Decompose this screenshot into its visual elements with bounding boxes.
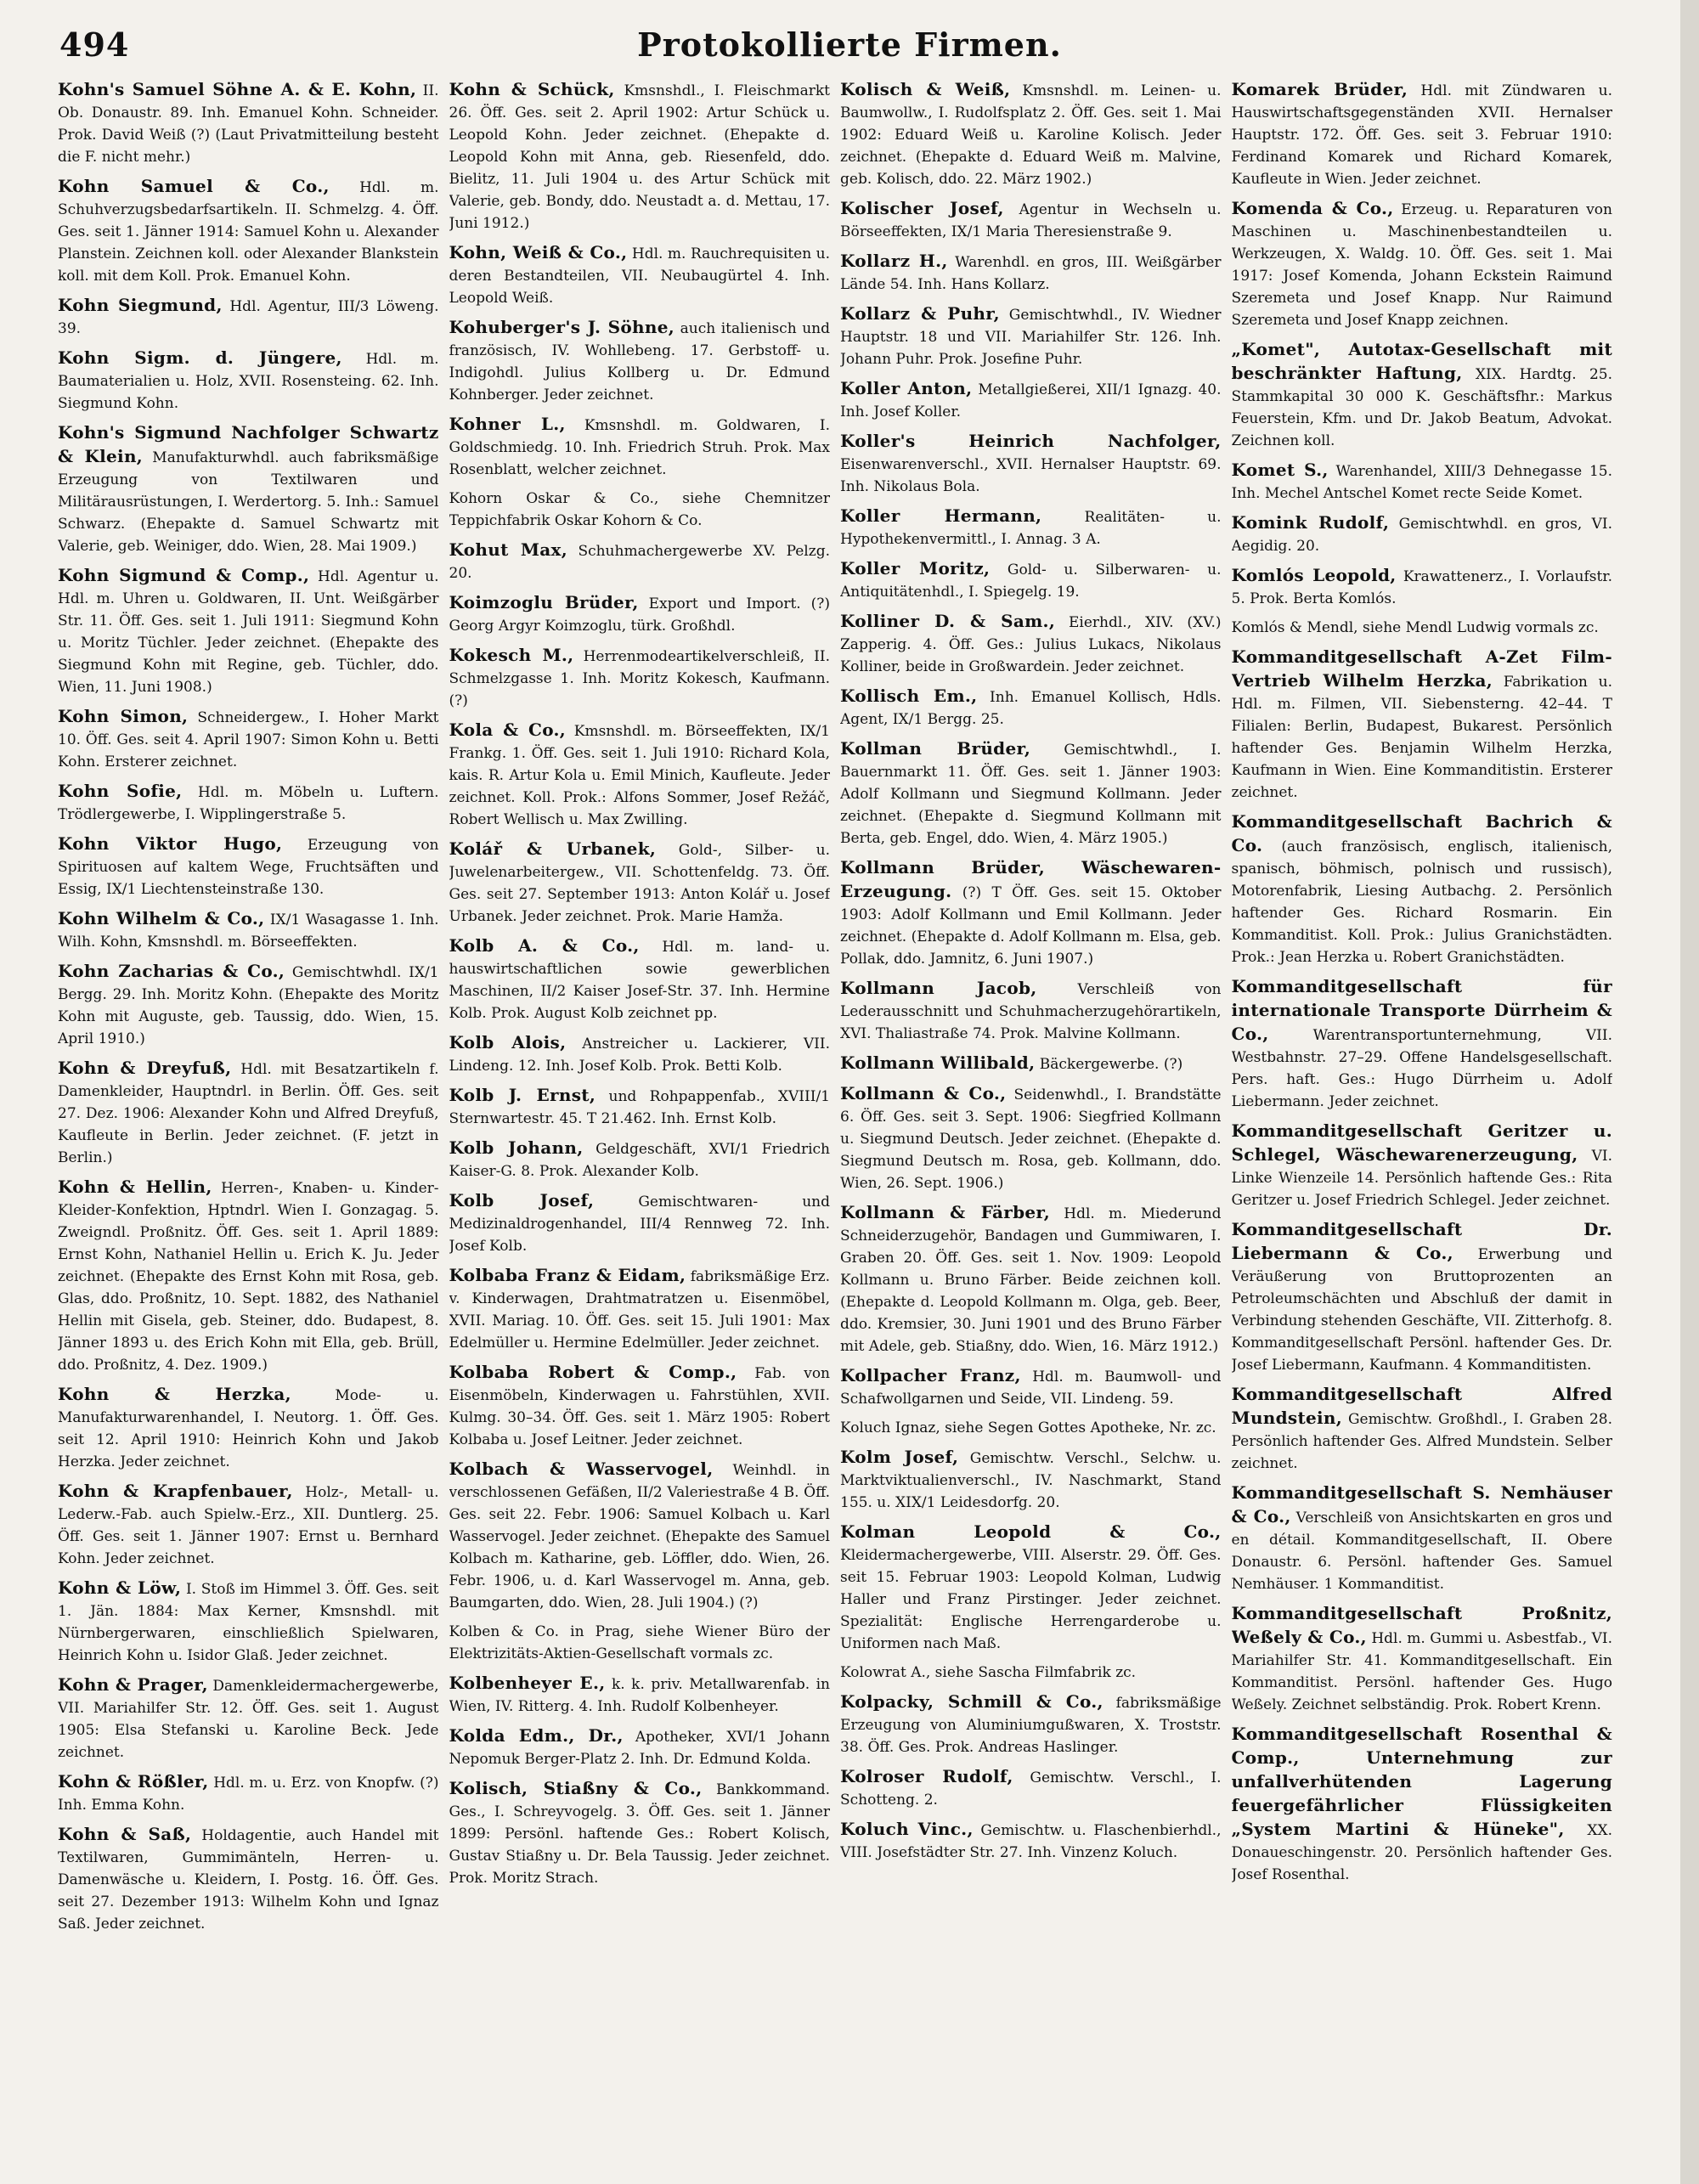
firm-entry [1232,646,1613,804]
firm-entry [1232,1723,1613,1886]
firm-details: Verschleiß von Lederausschnitt und Schuhmacherzugehörartikeln, XVI. Thaliastraße 74. Prok. Malvine Kollmann. [840,981,1222,1042]
firm-details: VI. Linke Wienzeile 14. Persönlich haftende Ges.: Rita Geritzer u. Josef Friedrich Schlegel. Jeder zeichnet. [1231,1148,1612,1209]
firm-details: Kmsnshdl. m. Leinen- u. Baumwollw., I. Rudolfsplatz 2. Öff. Ges. seit 1. Mai 1902: Eduard Weiß u. Karoline Kolisch. Jeder zeichnet. (Ehepakte d. Eduard Weiß m. Malvine, geb. Kolisch, ddo. 22. März 1902.) [840,82,1222,188]
firm-name: Kokesch M., [449,645,574,665]
firm-details: Gemischtw. Verschl., Selchw. u. Marktviktualienverschl., IV. Naschmarkt, Stand 155. u. XIX/1 Leidesdorfg. 20. [840,1450,1222,1511]
firm-details: Eierhdl., XIV. (XV.) Zapperig. 4. Öff. Ges.: Julius Lukacs, Nikolaus Kolliner, beide in Großwardein. Jeder zeichnet. [840,614,1222,675]
firm-name: Kolb A. & Co., [449,935,640,956]
firm-name: Kohn Siegmund, [58,295,223,315]
firm-name: Kolpacky, Schmill & Co., [840,1691,1104,1712]
firm-name: Kohn & Dreyfuß, [58,1058,232,1078]
firm-name: Komenda & Co., [1231,198,1394,218]
firm-name: Kohn Sigm. d. Jüngere, [58,347,342,368]
firm-entry [449,591,831,637]
firm-entry [1232,511,1613,557]
firm-entry [840,1201,1222,1357]
firm-details: Fab. von Eisenmöbeln, Kinderwagen u. Fahrstühlen, XVII. Kulmg. 30–34. Öff. Ges. seit 1. März 1905: Robert Kolbaba u. Josef Leitner. Jeder zeichnet. [449,1365,830,1448]
firm-details: Holdagentie, auch Handel mit Textilwaren, Gummimänteln, Herren- u. Damenwäsche u. Kleidern, I. Postg. 16. Öff. Ges. seit 27. Dezember 1913: Wilhelm Kohn und Ignaz Saß. Jeder zeichnet. [58,1827,439,1933]
firm-details: Inh. Emanuel Kollisch, Hdls. Agent, IX/1 Bergg. 25. [840,689,1222,728]
firm-entry [449,1137,831,1182]
firm-entry [58,1480,439,1570]
firm-entry [840,685,1222,731]
firm-details: Hdl. m. Miederund Schneiderzugehör, Bandagen und Gummiwaren, I. Graben 20. Öff. Ges. seit 1. Nov. 1909: Leopold Kollmann u. Bruno Färber. Beide zeichnen koll. (Ehepakte d. Leopold Kollmann m. Olga, geb. Beer, ddo. Kremsier, 30. Juni 1901 und des Bruno Färber mit Adele, geb. Stiaßny, ddo. Wien, 16. März 1912.) [840,1205,1222,1355]
firm-details: fabriksmäßige Erzeugung von Aluminiumgußwaren, X. Troststr. 38. Öff. Ges. Prok. Andreas Haslinger. [840,1695,1222,1756]
firm-name: Kollpacher Franz, [840,1365,1021,1385]
firm-entry [58,1383,439,1473]
firm-entry [449,934,831,1024]
firm-details: Warenhdl. en gros, III. Weißgärber Lände 54. Inh. Hans Kollarz. [840,254,1222,293]
firm-name: Komarek Brüder, [1231,79,1408,99]
firm-name: Kolliner D. & Sam., [840,611,1056,631]
firm-details: Warenhandel, XIII/3 Dehnegasse 15. Inh. Mechel Antschel Komet recte Seide Komet. [1231,463,1612,502]
firm-entry [449,1031,831,1077]
firm-entry [840,1417,1222,1439]
firm-details: Gold- u. Silberwaren- u. Antiquitätenhdl., I. Spiegelg. 19. [840,562,1222,601]
firm-details: Hdl. m. Baumwoll- und Schafwollgarnen und Seide, VII. Lindeng. 59. [840,1369,1222,1408]
firm-entry [449,1084,831,1130]
firm-details: Erzeug. u. Reparaturen von Maschinen u. Maschinenbestandteilen u. Werkzeugen, X. Waldg. 10. Öff. Ges. seit 1. Mai 1917: Josef Komenda, Johann Eckstein Raimund Szeremeta und Josef Knapp. Nur Raimund Szeremeta und Josef Knapp zeichnen. [1231,201,1612,329]
firm-name: Kolm Josef, [840,1447,959,1467]
firm-entry [840,505,1222,550]
firm-entry [1232,617,1613,639]
firm-name: Kommanditgesellschaft Dr. Liebermann & Co., [1231,1219,1612,1263]
firm-details: Hdl. m. Rauchrequisiten u. deren Bestandteilen, VII. Neubaugürtel 4. Inh. Leopold Weiß. [449,245,830,307]
firm-details: XIX. Hardtg. 25. Stammkapital 30 000 K. Geschäftsfhr.: Markus Feuerstein, Kfm. und Dr. Jakob Beatum, Advokat. Zeichnen koll. [1231,366,1612,449]
firm-name: Kohn Samuel & Co., [58,176,330,196]
firm-name: Kollmann Jacob, [840,978,1037,998]
firm-name: Kohn Sigmund & Comp., [58,565,310,585]
firm-entry [840,1082,1222,1194]
firm-details: Bäckergewerbe. (?) [1039,1056,1183,1073]
firm-name: „Komet", Autotax-Gesellschaft mit beschränkter Haftung, [1231,339,1612,383]
firm-details: Kohorn Oskar & Co., siehe Chemnitzer Teppichfabrik Oskar Kohorn & Co. [449,490,830,529]
firm-entry [58,564,439,698]
firm-entry [840,250,1222,296]
firm-entry [1232,1602,1613,1716]
firm-entry [58,1057,439,1169]
firm-entry [1232,78,1613,190]
firm-entry [1232,1218,1613,1376]
firm-details: Gemischtwhdl. en gros, VI. Aegidig. 20. [1231,516,1612,555]
firm-details: Apotheker, XVI/1 Johann Nepomuk Berger-Platz 2. Inh. Dr. Edmund Kolda. [449,1729,830,1768]
firm-details: Damenkleidermachergewerbe, VII. Mariahilfer Str. 12. Öff. Ges. seit 1. August 1905: Elsa Stefanski u. Karoline Beck. Jede zeichnet. [58,1678,439,1761]
firm-details: Herrenmodeartikelverschleiß, II. Schmelzgasse 1. Inh. Moritz Kokesch, Kaufmann. (?) [449,648,830,709]
firm-details: II. Ob. Donaustr. 89. Inh. Emanuel Kohn. Schneider. Prok. David Weiß (?) (Laut Privatmitteilung besteht die F. nicht mehr.) [58,82,439,166]
firm-entry [840,557,1222,603]
firm-details: Hdl. Agentur, III/3 Löweng. 39. [58,298,439,337]
firm-name: Koller Moritz, [840,558,991,578]
firm-name: Kolroser Rudolf, [840,1766,1013,1786]
firm-entry [449,488,831,532]
firm-entry [449,838,831,928]
firm-name: Koluch Vinc., [840,1819,974,1839]
firm-details: Realitäten- u. Hypothekenvermittl., I. Annag. 3 A. [840,509,1222,548]
firm-entry [840,302,1222,370]
firm-details: Herren-, Knaben- u. Kinder-Kleider-Konfektion, Hptndrl. Wien I. Gonzagag. 5. Zweigndl. Proßnitz. Öff. Ges. seit 1. April 1889: Ernst Kohn, Nathaniel Hellin u. Erich K. Ju. Jeder zeichnet. (Ehepakte des Ernst Kohn mit Rosa, geb. Glas, ddo. Proßnitz, 10. Sept. 1882, des Nathaniel Hellin mit Gisela, geb. Steiner, ddo. Budapest, 8. Jänner 1893 u. des Erich Kohn mit Ella, geb. Brüll, ddo. Proßnitz, 4. Dez. 1909.) [58,1180,439,1374]
firm-details: Eisenwarenverschl., XVII. Hernalser Hauptstr. 69. Inh. Nikolaus Bola. [840,456,1222,495]
firm-name: Kolischer Josef, [840,198,1004,218]
firm-entry [449,1724,831,1770]
firm-details: Gemischtw. Großhdl., I. Graben 28. Persönlich haftender Ges. Alfred Mundstein. Selber zeichnet. [1231,1411,1612,1472]
column-3 [840,78,1222,2155]
firm-name: Kollarz H., [840,251,948,271]
firm-name: Kohner L., [449,414,566,434]
firm-entry [449,1777,831,1889]
firm-entry [840,1052,1222,1075]
firm-details: Gemischtwaren- und Medizinaldrogenhandel, III/4 Rennweg 72. Inh. Josef Kolb. [449,1194,830,1255]
firm-entry [840,737,1222,849]
firm-name: Kolman Leopold & Co., [840,1521,1222,1542]
firm-name: Koller Anton, [840,378,973,398]
firm-name: Kommanditgesellschaft Geritzer u. Schlegel, Wäschewarenerzeugung, [1231,1120,1612,1165]
firm-entry [1232,1120,1613,1211]
firm-details: Schuhmachergewerbe XV. Pelzg. 20. [449,543,830,582]
firm-entry [449,78,831,234]
firm-entry [840,197,1222,243]
firm-details: (?) T Öff. Ges. seit 15. Oktober 1903: Adolf Kollmann und Emil Kollmann. Jeder zeichnet. (Ehepakte d. Adolf Kollmann m. Elsa, geb. Pollak, ddo. Jamnitz, 6. Juni 1907.) [840,884,1222,968]
firm-entry [449,413,831,481]
firm-entry [840,430,1222,498]
firm-entry [58,705,439,773]
firm-name: Kollarz & Puhr, [840,303,1000,324]
firm-details: Bankkommand. Ges., I. Schreyvogelg. 3. Öff. Ges. seit 1. Jänner 1899: Persönl. haftende Ges.: Robert Kolisch, Gustav Stiaßny u. Dr. Bela Taussig. Jeder zeichnet. Prok. Moritz Strach. [449,1781,830,1887]
firm-name: Kommanditgesellschaft S. Nemhäuser & Co., [1231,1482,1612,1527]
firm-details: Hdl. mit Besatzartikeln f. Damenkleider, Hauptndrl. in Berlin. Öff. Ges. seit 27. Dez. 1906: Alexander Kohn und Alfred Dreyfuß, Kaufleute in Berlin. Jeder zeichnet. (F. jetzt in Berlin.) [58,1061,439,1166]
firm-entry [58,960,439,1050]
page-number: 494 [59,25,130,64]
firm-entry [58,1577,439,1667]
firm-name: Kohn, Weiß & Co., [449,242,628,262]
firm-entry [840,1662,1222,1684]
firm-details: Hdl. Agentur u. Hdl. m. Uhren u. Goldwaren, II. Unt. Weißgärber Str. 11. Öff. Ges. seit 1. Juli 1911: Siegmund Kohn u. Moritz Tüchler. Jeder zeichnet. (Ehepakte des Siegmund Kohn mit Regine, geb. Tüchler, ddo. Wien, 11. Juni 1908.) [58,568,439,696]
firm-entry [1232,810,1613,968]
firm-details: Kleidermachergewerbe, VIII. Alserstr. 29. Öff. Ges. seit 15. Februar 1903: Leopold Kolman, Ludwig Haller und Franz Pirstinger. Jeder zeichnet. Spezialität: Englische Herrengarderobe u. Uniformen nach Maß. [840,1547,1222,1652]
firm-entry [449,316,831,406]
firm-entry [449,539,831,584]
firm-entry [58,421,439,557]
firm-name: Kohn Viktor Hugo, [58,833,283,854]
page-edge [1680,0,1699,2184]
firm-entry [1232,338,1613,452]
firm-name: Kollman Brüder, [840,738,1031,759]
firm-entry [1232,1383,1613,1475]
firm-details: I. Stoß im Himmel 3. Öff. Ges. seit 1. Jän. 1884: Max Kerner, Kmsnshdl. mit Nürnbergerwaren, einschließlich Spielwaren, Heinrich Kohn u. Isidor Glaß. Jeder zeichnet. [58,1581,439,1664]
firm-details: Kmsnshdl. m. Börseeffekten, IX/1 Frankg. 1. Öff. Ges. seit 1. Juli 1910: Richard Kola, kais. R. Artur Kola u. Emil Minich, Kaufleute. Jeder zeichnet. Koll. Prok.: Alfons Sommer, Josef Režáč, Robert Wellisch u. Max Zwilling. [449,723,830,828]
firm-entry [840,78,1222,190]
firm-name: Kolb J. Ernst, [449,1085,596,1105]
firm-name: Kola & Co., [449,720,567,740]
firm-name: Kohn Wilhelm & Co., [58,908,265,928]
firm-entry [840,1690,1222,1758]
firm-details: und Rohpappenfab., XVIII/1 Sternwartestr. 45. T 21.462. Inh. Ernst Kolb. [449,1088,830,1127]
firm-details: Hdl. m. u. Erz. von Knopfw. (?) Inh. Emma Kohn. [58,1775,439,1814]
firm-details: Export und Import. (?) Georg Argyr Koimzoglu, türk. Großhdl. [449,595,830,635]
firm-details: Fabrikation u. Hdl. m. Filmen, VII. Siebensterng. 42–44. T Filialen: Berlin, Budapest, Bukarest. Persönlich haftender Ges. Benjamin Wilhelm Herzka, Kaufmann in Wien. Eine Kommanditistin. Ersterer zeichnet. [1231,674,1612,801]
firm-entry [58,175,439,287]
firm-entry [1232,459,1613,505]
firm-details: IX/1 Wasagasse 1. Inh. Wilh. Kohn, Kmsnshdl. m. Börseeffekten. [58,911,439,951]
firm-name: Kohuberger's J. Söhne, [449,317,675,337]
firm-entry [449,1458,831,1614]
columns-container [58,78,1612,2155]
column-4 [1232,78,1613,2155]
firm-details: Erzeugung von Spirituosen auf kaltem Wege, Fruchtsäften und Essig, IX/1 Liechtensteinstraße 130. [58,837,439,898]
firm-details: Hdl. m. Schuhverzugsbedarfsartikeln. II. Schmelzg. 4. Öff. Ges. seit 1. Jänner 1914: Samuel Kohn u. Alexander Planstein. Zeichnen koll. oder Alexander Blankstein koll. mit dem Koll. Prok. Emanuel Kohn. [58,179,439,285]
firm-entry [449,1361,831,1451]
firm-name: Koller Hermann, [840,505,1042,526]
firm-name: Kohn Sofie, [58,781,183,801]
firm-name: Kolda Edm., Dr., [449,1725,624,1746]
firm-name: Kohn & Prager, [58,1674,208,1695]
firm-name: Kollmann & Co., [840,1083,1007,1103]
firm-entry [1232,1481,1613,1595]
firm-details: fabriksmäßige Erz. v. Kinderwagen, Drahtmatratzen u. Eisenmöbel, XVII. Mariag. 10. Öff. Ges. seit 15. Juli 1901: Max Edelmüller u. Hermine Edelmüller. Jeder zeichnet. [449,1268,830,1352]
firm-details: Gemischtw. Verschl., I. Schotteng. 2. [840,1769,1222,1809]
firm-details: Hdl. m. Möbeln u. Luftern. Trödlergewerbe, I. Wipplingerstraße 5. [58,784,439,823]
firm-details: Verschleiß von Ansichtskarten en gros und en détail. Kommanditgesellschaft, II. Obere Donaustr. 6. Persönl. haftender Ges. Samuel Nemhäuser. 1 Kommanditist. [1231,1510,1612,1593]
firm-entry [58,1770,439,1816]
firm-name: Kollisch Em., [840,686,978,706]
firm-details: auch italienisch und französisch, IV. Wohllebeng. 17. Gerbstoff- u. Indigohdl. Julius Kollberg u. Dr. Edmund Kohnberger. Jeder zeichnet. [449,320,830,404]
firm-details: Gold-, Silber- u. Juwelenarbeitergew., VII. Schottenfeldg. 73. Öff. Ges. seit 27. September 1913: Anton Kolář u. Josef Urbanek. Jeder zeichnet. Prok. Marie Hamža. [449,842,830,925]
firm-details: Hdl. m. land- u. hauswirtschaftlichen sowie gewerblichen Maschinen, II/2 Kaiser Josef-Str. 37. Inh. Hermine Kolb. Prok. August Kolb zeichnet pp. [449,939,830,1022]
firm-entry [449,241,831,309]
firm-name: Kolb Josef, [449,1190,595,1211]
firm-details: Mode- u. Manufakturwarenhandel, I. Neutorg. 1. Öff. Ges. seit 12. April 1910: Heinrich Kohn und Jakob Herzka. Jeder zeichnet. [58,1387,439,1470]
firm-details: Kolben & Co. in Prag, siehe Wiener Büro der Elektrizitäts-Aktien-Gesellschaft vormals zc. [449,1623,830,1662]
firm-entry [840,610,1222,678]
firm-details: Erwerbung und Veräußerung von Bruttoprozenten an Petroleumschächten und Abschluß der damit in Verbindung stehenden Geschäfte, VII. Zitterhofg. 8. Kommanditgesellschaft Persönl. haftender Ges. Dr. Josef Liebermann, Kaufmann. 4 Kommanditisten. [1231,1246,1612,1374]
firm-entry [1232,975,1613,1113]
firm-name: Kollmann Willibald, [840,1052,1036,1073]
firm-name: Komet S., [1231,460,1329,480]
firm-entry [840,856,1222,970]
firm-name: Kohn & Herzka, [58,1384,291,1404]
firm-details: Hdl. m. Baumaterialien u. Holz, XVII. Rosensteing. 62. Inh. Siegmund Kohn. [58,351,439,412]
column-1 [58,78,439,2155]
firm-name: Kollmann Brüder, Wäschewaren-Erzeugung. [840,857,1222,901]
firm-name: Kohn & Saß, [58,1824,192,1844]
firm-details: k. k. priv. Metallwarenfab. in Wien, IV. Ritterg. 4. Inh. Rudolf Kolbenheyer. [449,1676,830,1715]
firm-entry [449,644,831,712]
firm-name: Kolbach & Wasservogel, [449,1459,714,1479]
firm-entry [840,377,1222,423]
firm-name: Kohut Max, [449,539,568,560]
firm-name: Kohn & Hellin, [58,1177,212,1197]
firm-details: Gemischtwhdl., I. Bauernmarkt 11. Öff. Ges. seit 1. Jänner 1903: Adolf Kollmann und Siegmund Kollmann. Jeder zeichnet. (Ehepakte d. Siegmund Kollmann mit Berta, geb. Engel, ddo. Wien, 4. März 1905.) [840,742,1222,847]
firm-entry [449,1264,831,1354]
firm-name: Kohn & Krapfenbauer, [58,1481,293,1501]
firm-name: Kohn's Sigmund Nachfolger Schwartz & Klein, [58,422,439,466]
firm-name: Kommanditgesellschaft Proßnitz, Weßely & Co., [1231,1603,1612,1647]
firm-entry [58,1673,439,1764]
firm-name: Kolář & Urbanek, [449,838,657,859]
firm-details: Koluch Ignaz, siehe Segen Gottes Apotheke, Nr. zc. [840,1419,1216,1436]
firm-details: Weinhdl. in verschlossenen Gefäßen, II/2 Valeriestraße 4 B. Öff. Ges. seit 22. Febr. 1906: Samuel Kolbach u. Karl Wasservogel. Jeder zeichnet. (Ehepakte des Samuel Kolbach m. Katharine, geb. Löffler, ddo. Wien, 26. Febr. 1906, u. d. Karl Wasservogel m. Anna, geb. Baumgarten, ddo. Wien, 28. Juli 1904.) (?) [449,1462,830,1611]
firm-entry [1232,564,1613,610]
firm-details: Gemischtwhdl. IX/1 Bergg. 29. Inh. Moritz Kohn. (Ehepakte des Moritz Kohn mit Auguste, geb. Taussig, ddo. Wien, 15. April 1910.) [58,964,439,1047]
firm-name: Kolbaba Robert & Comp., [449,1362,737,1382]
firm-entry [58,832,439,900]
firm-name: Kommanditgesellschaft Bachrich & Co. [1231,811,1612,855]
firm-entry [449,1189,831,1257]
firm-name: Kommanditgesellschaft Rosenthal & Comp., Unternehmung zur unfallverhütenden Lagerung feuergefährlicher Flüssigkeiten „System Martini & Hüneke", [1231,1724,1612,1839]
firm-name: Kolbenheyer E., [449,1673,606,1693]
firm-entry [840,1765,1222,1811]
firm-entry [58,780,439,826]
firm-name: Kommanditgesellschaft Alfred Mundstein, [1231,1384,1612,1428]
firm-entry [840,1521,1222,1655]
firm-details: Kmsnshdl. m. Goldwaren, I. Goldschmiedg. 10. Inh. Friedrich Struh. Prok. Max Rosenblatt, welcher zeichnet. [449,417,830,478]
firm-details: Krawattenerz., I. Vorlaufstr. 5. Prok. Berta Komlós. [1231,568,1612,607]
firm-name: Komink Rudolf, [1231,512,1390,533]
firm-details: Metallgießerei, XII/1 Ignazg. 40. Inh. Josef Koller. [840,381,1222,420]
firm-details: Hdl. mit Zündwaren u. Hauswirtschaftsgegenständen XVII. Hernalser Hauptstr. 172. Öff. Ges. seit 3. Februar 1910: Ferdinand Komarek und Richard Komarek, Kaufleute in Wien. Jeder zeichnet. [1231,82,1612,188]
firm-name: Kolisch & Weiß, [840,79,1011,99]
page-title: Protokollierte Firmen. [637,25,1062,64]
firm-entry [58,78,439,168]
firm-name: Kommanditgesellschaft für internationale Transporte Dürrheim & Co., [1231,976,1612,1044]
firm-details: Gemischtw. u. Flaschenbierhdl., VIII. Josefstädter Str. 27. Inh. Vinzenz Koluch. [840,1822,1222,1861]
firm-details: (auch französisch, englisch, italienisch, spanisch, böhmisch, polnisch und russisch), Motorenfabrik, Liesing Autbachg. 2. Persönlich haftender Ges. Richard Rosmarin. Ein Kommanditist. Koll. Prok.: Julius Granichstädten. Prok.: Jean Herzka u. Robert Granichstädten. [1231,838,1612,966]
firm-name: Kohn's Samuel Söhne A. & E. Kohn, [58,79,417,99]
firm-entry [449,719,831,831]
firm-name: Kolb Alois, [449,1032,567,1052]
firm-details: Gemischtwhdl., IV. Wiedner Hauptstr. 18 und VII. Mariahilfer Str. 126. Inh. Johann Puhr. Prok. Josefine Puhr. [840,307,1222,368]
firm-details: Kolowrat A., siehe Sascha Filmfabrik zc. [840,1664,1137,1681]
firm-details: Agentur in Wechseln u. Börseeffekten, IX/1 Maria Theresienstraße 9. [840,201,1222,240]
firm-details: Kmsnshdl., I. Fleischmarkt 26. Öff. Ges. seit 2. April 1902: Artur Schück u. Leopold Kohn. Jeder zeichnet. (Ehepakte d. Leopold Kohn mit Anna, geb. Riesenfeld, ddo. Bielitz, 11. Juli 1904 u. des Artur Schück mit Valerie, geb. Bondy, ddo. Neustadt a. d. Mettau, 17. Juni 1912.) [449,82,830,232]
firm-name: Koimzoglu Brüder, [449,592,639,612]
firm-name: Kommanditgesellschaft A-Zet Film-Vertrieb Wilhelm Herzka, [1231,646,1612,691]
firm-entry [840,977,1222,1045]
firm-details: Komlós & Mendl, siehe Mendl Ludwig vormals zc. [1231,619,1599,636]
firm-entry [449,1672,831,1718]
firm-name: Koller's Heinrich Nachfolger, [840,431,1222,451]
firm-entry [840,1446,1222,1514]
firm-entry [840,1818,1222,1864]
firm-name: Komlós Leopold, [1231,565,1397,585]
firm-name: Kohn Simon, [58,706,189,726]
firm-entry [58,294,439,340]
column-2 [449,78,831,2155]
firm-details: Manufakturwhdl. auch fabriksmäßige Erzeugung von Textilwaren und Militärausrüstungen, I. Werdertorg. 5. Inh.: Samuel Schwarz. (Ehepakte d. Samuel Schwartz mit Valerie, geb. Weiniger, ddo. Wien, 28. Mai 1909.) [58,449,439,555]
firm-entry [58,347,439,415]
firm-name: Kohn & Schück, [449,79,615,99]
firm-entry [840,1364,1222,1410]
firm-entry [58,1176,439,1376]
firm-details: Seidenwhdl., I. Brandstätte 6. Öff. Ges. seit 3. Sept. 1906: Siegfried Kollmann u. Siegmund Deutsch. Jeder zeichnet. (Ehepakte d. Siegmund Deutsch m. Rosa, geb. Kollmann, ddo. Wien, 26. Sept. 1906.) [840,1086,1222,1192]
firm-details: XX. Donaueschingenstr. 20. Persönlich haftender Ges. Josef Rosenthal. [1231,1822,1612,1883]
firm-entry [449,1621,831,1665]
firm-name: Kolisch, Stiaßny & Co., [449,1778,703,1798]
firm-name: Kolbaba Franz & Eidam, [449,1265,686,1285]
firm-details: Schneidergew., I. Hoher Markt 10. Öff. Ges. seit 4. April 1907: Simon Kohn u. Betti Kohn. Ersterer zeichnet. [58,709,439,770]
firm-name: Kohn & Rößler, [58,1771,209,1792]
firm-entry [58,1823,439,1935]
firm-details: Hdl. m. Gummi u. Asbestfab., VI. Mariahilfer Str. 41. Kommanditgesellschaft. Ein Kommanditist. Persönl. haftender Ges. Hugo Weßely. Zeichnet selbständig. Prok. Robert Krenn. [1231,1630,1612,1713]
firm-name: Kollmann & Färber, [840,1202,1051,1222]
firm-entry [1232,197,1613,331]
firm-details: Geldgeschäft, XVI/1 Friedrich Kaiser-G. 8. Prok. Alexander Kolb. [449,1141,830,1180]
firm-entry [58,907,439,953]
firm-name: Kohn & Löw, [58,1577,182,1598]
firm-details: Anstreicher u. Lackierer, VII. Lindeng. 12. Inh. Josef Kolb. Prok. Betti Kolb. [449,1036,830,1075]
firm-name: Kohn Zacharias & Co., [58,961,285,981]
firm-details: Warentransportunternehmung, VII. Westbahnstr. 27–29. Offene Handelsgesellschaft. Pers. haft. Ges.: Hugo Dürrheim u. Adolf Liebermann. Jeder zeichnet. [1231,1027,1612,1110]
firm-details: Holz-, Metall- u. Lederw.-Fab. auch Spielw.-Erz., XII. Duntlerg. 25. Öff. Ges. seit 1. Jänner 1907: Ernst u. Bernhard Kohn. Jeder zeichnet. [58,1484,439,1567]
firm-name: Kolb Johann, [449,1137,584,1158]
